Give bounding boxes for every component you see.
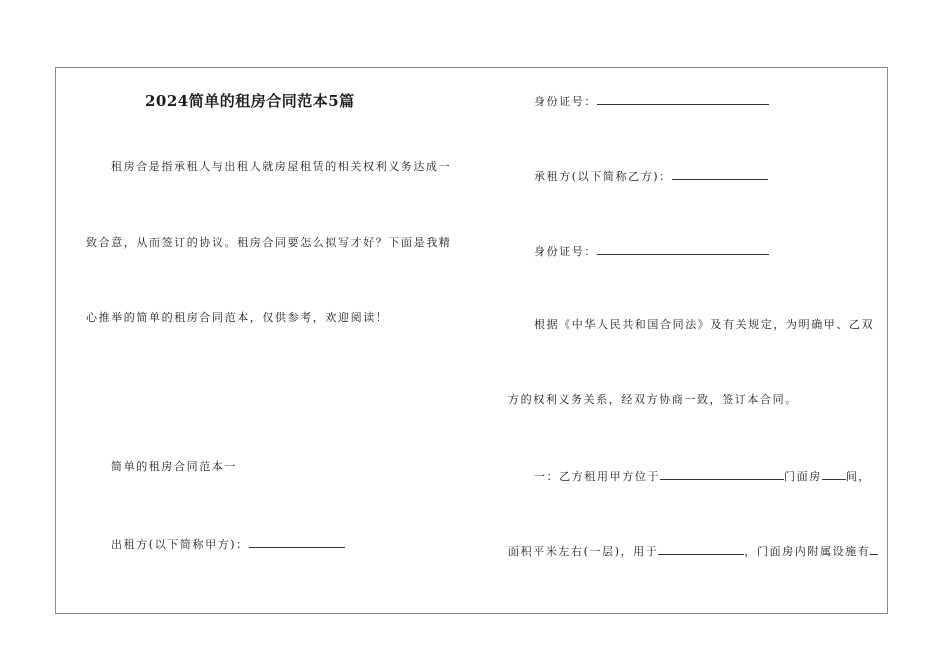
room-count-field[interactable]: [822, 468, 846, 480]
document-title: 2024简单的租房合同范本5篇: [145, 92, 355, 110]
lessee-id-label: 身份证号：: [534, 245, 597, 258]
clause-1-text-a: 一：乙方租用甲方位于: [534, 470, 660, 483]
basis-line-2: 方的权利义务关系，经双方协商一致，签订本合同。: [508, 393, 798, 406]
document-page: [55, 67, 888, 614]
basis-line-1: 根据《中华人民共和国合同法》及有关规定，为明确甲、乙双: [534, 318, 875, 331]
clause-1-text-d: 面积平米左右(一层)，用于: [508, 545, 659, 558]
clause-1-text-e: ，门面房内附属设施有: [744, 545, 871, 558]
clause-1-line-2: [508, 543, 878, 559]
clause-1-line-1: [534, 468, 871, 484]
lessee-id-line: [534, 243, 769, 259]
lessor-label: 出租方(以下简称甲方)：: [111, 538, 249, 551]
lessor-name-field[interactable]: [249, 536, 345, 548]
intro-line-3: 心推举的简单的租房合同范本，仅供参考，欢迎阅读！: [86, 311, 389, 324]
lessor-id-line: [534, 93, 769, 109]
lessee-name-field[interactable]: [672, 168, 768, 180]
usage-purpose-field[interactable]: [658, 543, 744, 555]
lessor-line: [111, 536, 345, 552]
section-heading: 简单的租房合同范本一: [111, 460, 237, 473]
lessee-id-field[interactable]: [597, 243, 769, 255]
property-location-field[interactable]: [660, 468, 784, 480]
lessee-label: 承租方(以下简称乙方)：: [534, 170, 672, 183]
clause-1-text-c: 间，: [845, 470, 872, 483]
lessor-id-label: 身份证号：: [534, 95, 597, 108]
lessor-id-field[interactable]: [597, 93, 769, 105]
facilities-field[interactable]: [870, 543, 878, 555]
intro-line-1: 租房合是指承租人与出租人就房屋租赁的相关权利义务达成一: [111, 160, 452, 173]
clause-1-text-b: 门面房: [784, 470, 822, 483]
lessee-line: [534, 168, 768, 184]
intro-line-2: 致合意，从而签订的协议。租房合同要怎么拟写才好？下面是我精: [86, 236, 452, 249]
